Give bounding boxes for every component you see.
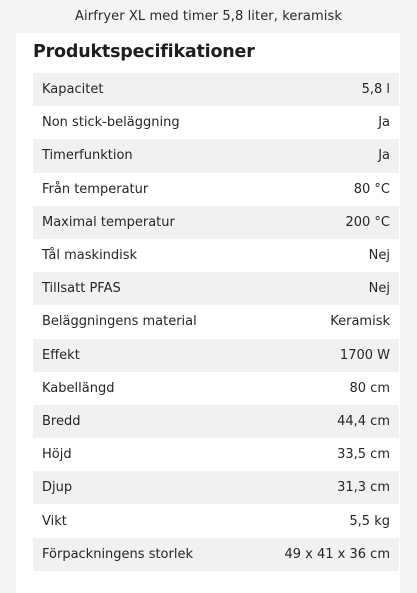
spec-row-coating-material — [33, 305, 399, 338]
spec-label: Förpackningens storlek — [42, 546, 193, 562]
spec-row-max-temp — [33, 206, 399, 239]
spec-value: 5,5 kg — [349, 513, 390, 529]
spec-row-depth — [33, 471, 399, 504]
spec-value: 1700 W — [339, 347, 390, 363]
spec-row-package-size — [33, 538, 399, 571]
spec-value: Ja — [378, 148, 390, 164]
spec-heading: Produktspecifikationer — [33, 42, 255, 62]
spec-label: Timerfunktion — [42, 148, 133, 164]
spec-label: Vikt — [42, 513, 67, 529]
spec-row-kapacitet — [33, 73, 399, 106]
spec-row-width — [33, 405, 399, 438]
spec-value: Nej — [368, 248, 390, 264]
spec-label: Kabellängd — [42, 380, 115, 396]
spec-row-pfas — [33, 272, 399, 305]
spec-value: 31,3 cm — [337, 480, 390, 496]
spec-row-power — [33, 339, 399, 372]
spec-label: Maximal temperatur — [42, 214, 175, 230]
spec-label: Djup — [42, 480, 73, 496]
spec-value: 5,8 l — [361, 82, 390, 98]
spec-value: 80 °C — [353, 181, 390, 197]
spec-row-non-stick — [33, 106, 399, 139]
spec-label: Höjd — [42, 447, 72, 463]
spec-value: Ja — [378, 115, 390, 131]
spec-value: 49 x 41 x 36 cm — [284, 546, 390, 562]
spec-value: 33,5 cm — [337, 447, 390, 463]
spec-card — [16, 33, 400, 593]
spec-label: Non stick-beläggning — [42, 115, 180, 131]
spec-label: Från temperatur — [42, 181, 149, 197]
spec-label: Effekt — [42, 347, 80, 363]
spec-row-height — [33, 438, 399, 471]
spec-row-dishwasher — [33, 239, 399, 272]
spec-label: Kapacitet — [42, 82, 104, 98]
spec-value: Keramisk — [330, 314, 390, 330]
spec-label: Bredd — [42, 413, 81, 429]
page-header — [0, 0, 417, 33]
spec-value: Nej — [368, 281, 390, 297]
spec-value: 200 °C — [345, 214, 390, 230]
spec-row-weight — [33, 504, 399, 537]
spec-row-timer — [33, 139, 399, 172]
spec-row-cable-length — [33, 372, 399, 405]
spec-label: Tillsatt PFAS — [42, 281, 121, 297]
spec-value: 44,4 cm — [337, 413, 390, 429]
spec-row-min-temp — [33, 173, 399, 206]
spec-value: 80 cm — [349, 380, 390, 396]
spec-label: Beläggningens material — [42, 314, 197, 330]
spec-label: Tål maskindisk — [42, 248, 138, 264]
product-title: Airfryer XL med timer 5,8 liter, keramisk — [75, 9, 342, 24]
spec-list — [33, 73, 399, 571]
